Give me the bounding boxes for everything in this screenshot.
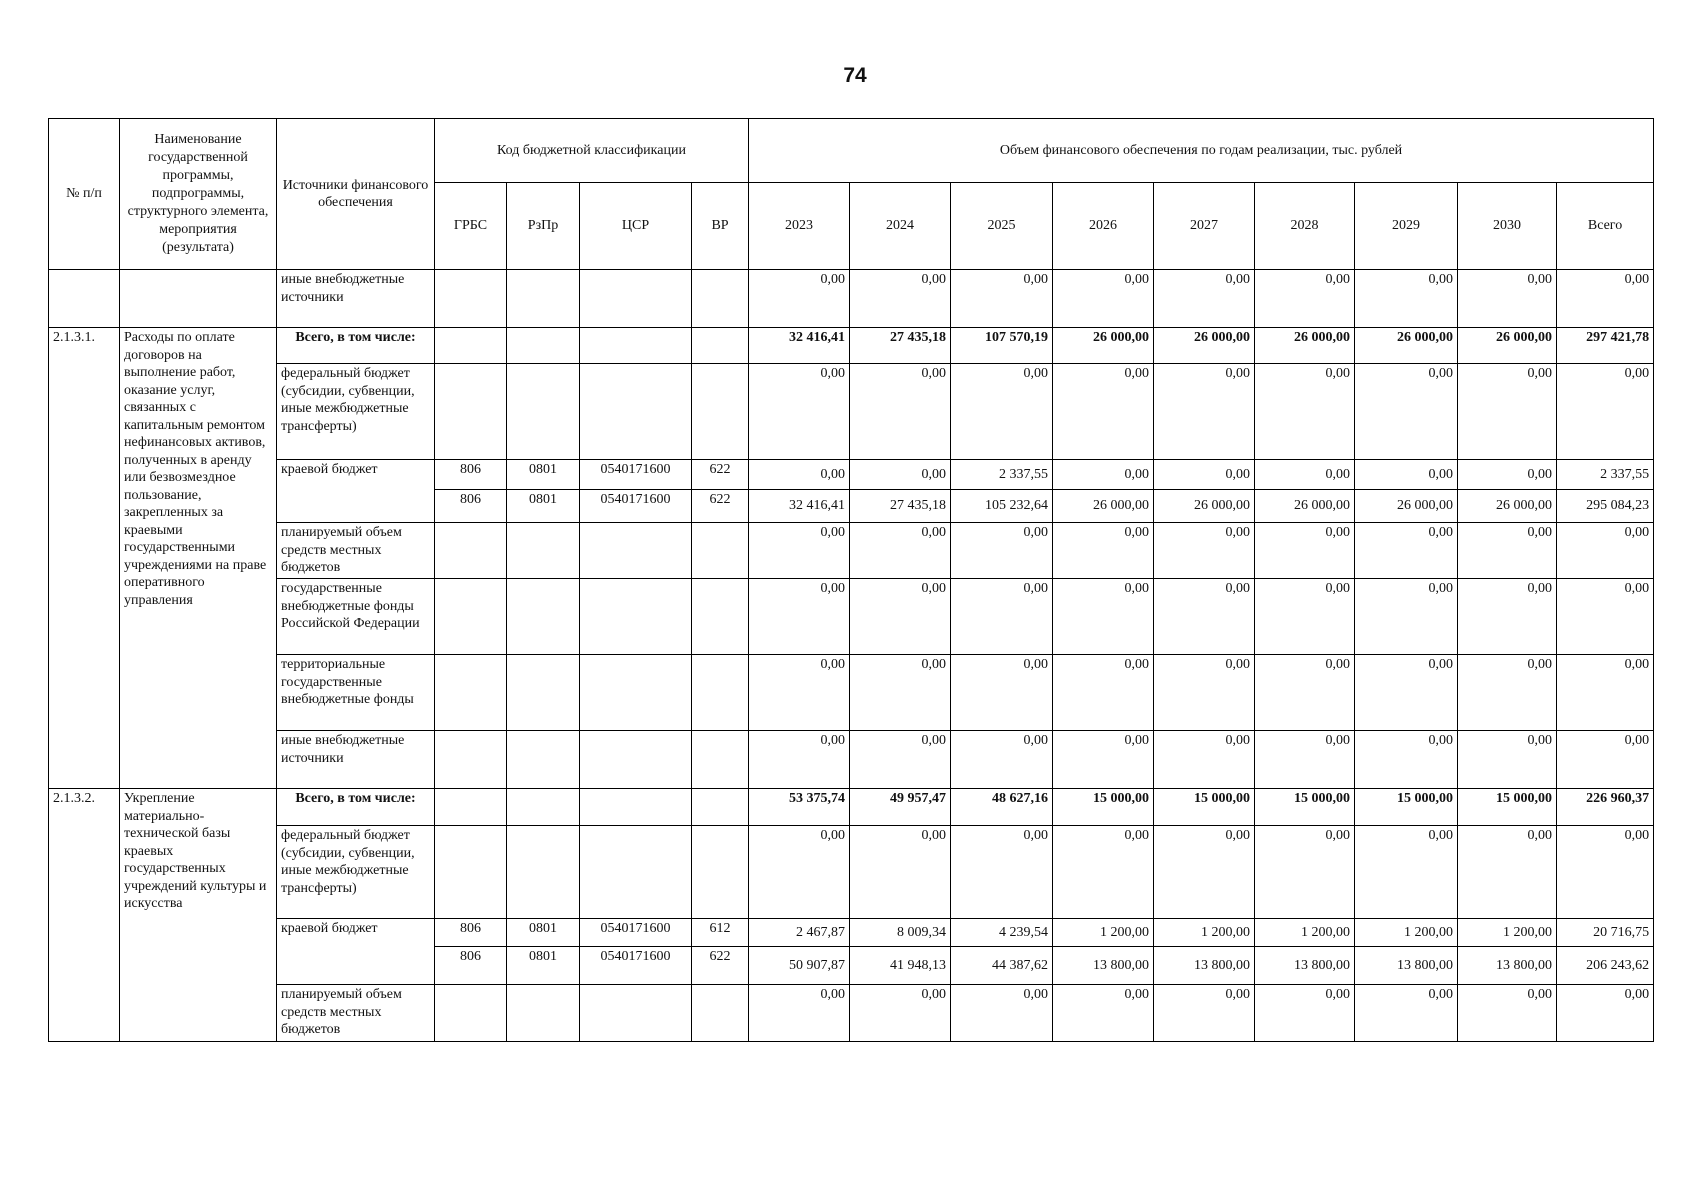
value-cell: 26 000,00: [1355, 490, 1458, 523]
value-cell: 107 570,19: [951, 328, 1053, 364]
code-cell: [580, 579, 692, 655]
value-cell: 26 000,00: [1154, 490, 1255, 523]
code-cell: [435, 579, 507, 655]
value-cell: 15 000,00: [1458, 789, 1557, 826]
value-cell: 0,00: [749, 731, 850, 789]
source-cell: планируемый объем средств местных бюджетов: [277, 523, 435, 579]
value-cell: 2 337,55: [1557, 460, 1654, 490]
value-cell: 0,00: [1355, 985, 1458, 1042]
value-cell: 49 957,47: [850, 789, 951, 826]
code-cell: [435, 731, 507, 789]
code-cell: [435, 985, 507, 1042]
code-cell: [507, 579, 580, 655]
value-cell: 206 243,62: [1557, 947, 1654, 985]
header-total: Всего: [1557, 183, 1654, 270]
value-cell: 0,00: [951, 985, 1053, 1042]
value-cell: 2 467,87: [749, 919, 850, 947]
source-cell: краевой бюджет: [277, 460, 435, 523]
value-cell: 0,00: [1053, 364, 1154, 460]
value-cell: 15 000,00: [1053, 789, 1154, 826]
value-cell: 0,00: [1154, 655, 1255, 731]
code-cell: [580, 655, 692, 731]
value-cell: 0,00: [1154, 523, 1255, 579]
code-cell: [435, 826, 507, 919]
code-cell: [692, 789, 749, 826]
value-cell: 44 387,62: [951, 947, 1053, 985]
value-cell: 0,00: [1355, 523, 1458, 579]
value-cell: 15 000,00: [1355, 789, 1458, 826]
row-name-cell: Расходы по оплате договоров на выполнение работ, оказание услуг, связанных с капитальным ремонтом нефинансовых активов, полученных в аренду или безвозмездное пользование, закрепленных за краевыми государственными учреждениями на праве оперативного управления: [120, 328, 277, 789]
value-cell: 53 375,74: [749, 789, 850, 826]
value-cell: 0,00: [749, 985, 850, 1042]
code-cell: [580, 826, 692, 919]
source-cell: иные внебюджетные источники: [277, 731, 435, 789]
value-cell: 0,00: [1255, 655, 1355, 731]
value-cell: 0,00: [1355, 270, 1458, 328]
header-csr: ЦСР: [580, 183, 692, 270]
value-cell: 0,00: [1355, 731, 1458, 789]
row-name-cell: Укрепление материально-технической базы краевых государственных учреждений культуры и искусства: [120, 789, 277, 1042]
value-cell: 13 800,00: [1154, 947, 1255, 985]
value-cell: 0,00: [1458, 460, 1557, 490]
value-cell: 15 000,00: [1154, 789, 1255, 826]
value-cell: 13 800,00: [1255, 947, 1355, 985]
value-cell: 26 000,00: [1355, 328, 1458, 364]
value-cell: 0,00: [1053, 270, 1154, 328]
value-cell: 0,00: [1458, 270, 1557, 328]
value-cell: 26 000,00: [1458, 490, 1557, 523]
table-body: [49, 270, 1654, 1042]
value-cell: 0,00: [749, 655, 850, 731]
value-cell: 0,00: [951, 270, 1053, 328]
code-cell: [692, 364, 749, 460]
row-index-cell: 2.1.3.2.: [49, 789, 120, 1042]
code-cell: [692, 523, 749, 579]
source-cell: Всего, в том числе:: [277, 789, 435, 826]
code-cell: 0540171600: [580, 460, 692, 490]
table-row: [49, 731, 1654, 789]
table-row: [49, 270, 1654, 328]
value-cell: 0,00: [850, 523, 951, 579]
code-cell: [692, 655, 749, 731]
value-cell: 226 960,37: [1557, 789, 1654, 826]
code-cell: [507, 655, 580, 731]
table-header: [49, 119, 1654, 270]
value-cell: 0,00: [1557, 826, 1654, 919]
value-cell: 0,00: [850, 460, 951, 490]
code-cell: [507, 270, 580, 328]
value-cell: 0,00: [1557, 985, 1654, 1042]
table-row: [49, 655, 1654, 731]
table-row: [49, 826, 1654, 919]
code-cell: [580, 523, 692, 579]
code-cell: [435, 655, 507, 731]
value-cell: 0,00: [1255, 826, 1355, 919]
code-cell: [507, 985, 580, 1042]
value-cell: 0,00: [1458, 731, 1557, 789]
value-cell: 1 200,00: [1458, 919, 1557, 947]
code-cell: [692, 731, 749, 789]
row-index-cell: [49, 270, 120, 328]
budget-table: [48, 118, 1654, 1042]
table-row: [49, 919, 1654, 947]
header-vr: ВР: [692, 183, 749, 270]
value-cell: 0,00: [1355, 655, 1458, 731]
code-cell: 806: [435, 460, 507, 490]
value-cell: 0,00: [1154, 985, 1255, 1042]
source-cell: краевой бюджет: [277, 919, 435, 985]
value-cell: 0,00: [850, 655, 951, 731]
value-cell: 0,00: [749, 826, 850, 919]
value-cell: 26 000,00: [1255, 490, 1355, 523]
header-year-2024: 2024: [850, 183, 951, 270]
table-row: [49, 579, 1654, 655]
code-cell: [435, 789, 507, 826]
value-cell: 32 416,41: [749, 490, 850, 523]
source-cell: планируемый объем средств местных бюджетов: [277, 985, 435, 1042]
code-cell: [580, 270, 692, 328]
value-cell: 0,00: [951, 364, 1053, 460]
header-year-2026: 2026: [1053, 183, 1154, 270]
value-cell: 0,00: [1053, 985, 1154, 1042]
header-year-2023: 2023: [749, 183, 850, 270]
header-source: Источники финансового обеспечения: [277, 119, 435, 270]
value-cell: 2 337,55: [951, 460, 1053, 490]
value-cell: 0,00: [1154, 460, 1255, 490]
value-cell: 1 200,00: [1053, 919, 1154, 947]
value-cell: 0,00: [1053, 579, 1154, 655]
value-cell: 26 000,00: [1255, 328, 1355, 364]
page-number: 74: [843, 64, 867, 87]
code-cell: [507, 826, 580, 919]
value-cell: 8 009,34: [850, 919, 951, 947]
value-cell: 0,00: [1557, 579, 1654, 655]
value-cell: 0,00: [951, 655, 1053, 731]
value-cell: 0,00: [850, 731, 951, 789]
code-cell: [580, 328, 692, 364]
code-cell: [435, 270, 507, 328]
code-cell: [507, 328, 580, 364]
code-cell: [580, 364, 692, 460]
value-cell: 1 200,00: [1255, 919, 1355, 947]
value-cell: 27 435,18: [850, 490, 951, 523]
value-cell: 0,00: [1458, 826, 1557, 919]
value-cell: 20 716,75: [1557, 919, 1654, 947]
table-row: [49, 364, 1654, 460]
value-cell: 0,00: [1255, 460, 1355, 490]
value-cell: 4 239,54: [951, 919, 1053, 947]
value-cell: 0,00: [1557, 270, 1654, 328]
source-cell: Всего, в том числе:: [277, 328, 435, 364]
header-year-2027: 2027: [1154, 183, 1255, 270]
code-cell: 612: [692, 919, 749, 947]
value-cell: 0,00: [749, 523, 850, 579]
header-year-2029: 2029: [1355, 183, 1458, 270]
value-cell: 0,00: [1458, 985, 1557, 1042]
value-cell: 41 948,13: [850, 947, 951, 985]
code-cell: 0540171600: [580, 947, 692, 985]
value-cell: 105 232,64: [951, 490, 1053, 523]
code-cell: 622: [692, 947, 749, 985]
value-cell: 0,00: [1154, 270, 1255, 328]
value-cell: 0,00: [850, 270, 951, 328]
value-cell: 15 000,00: [1255, 789, 1355, 826]
value-cell: 0,00: [1355, 826, 1458, 919]
code-cell: [507, 731, 580, 789]
header-year-2030: 2030: [1458, 183, 1557, 270]
code-cell: [435, 328, 507, 364]
value-cell: 0,00: [1458, 523, 1557, 579]
header-year-2025: 2025: [951, 183, 1053, 270]
value-cell: 26 000,00: [1458, 328, 1557, 364]
value-cell: 0,00: [951, 579, 1053, 655]
code-cell: 0801: [507, 947, 580, 985]
source-cell: федеральный бюджет (субсидии, субвенции, иные межбюджетные трансферты): [277, 826, 435, 919]
value-cell: 26 000,00: [1154, 328, 1255, 364]
table-row: [49, 523, 1654, 579]
value-cell: 0,00: [951, 826, 1053, 919]
value-cell: 0,00: [1053, 460, 1154, 490]
code-cell: [580, 789, 692, 826]
code-cell: [580, 731, 692, 789]
header-index: № п/п: [49, 119, 120, 270]
code-cell: 806: [435, 947, 507, 985]
value-cell: 0,00: [850, 985, 951, 1042]
source-cell: территориальные государственные внебюджетные фонды: [277, 655, 435, 731]
value-cell: 50 907,87: [749, 947, 850, 985]
value-cell: 0,00: [1458, 655, 1557, 731]
code-cell: [692, 270, 749, 328]
code-cell: [435, 523, 507, 579]
code-cell: 806: [435, 490, 507, 523]
code-cell: 0801: [507, 460, 580, 490]
code-cell: 0801: [507, 919, 580, 947]
value-cell: 0,00: [1154, 826, 1255, 919]
header-grbs: ГРБС: [435, 183, 507, 270]
value-cell: 0,00: [749, 579, 850, 655]
value-cell: 0,00: [1458, 364, 1557, 460]
value-cell: 32 416,41: [749, 328, 850, 364]
code-cell: [692, 579, 749, 655]
code-cell: [692, 328, 749, 364]
source-cell: иные внебюджетные источники: [277, 270, 435, 328]
value-cell: 0,00: [1255, 270, 1355, 328]
value-cell: 0,00: [1557, 731, 1654, 789]
header-rzpr: РзПр: [507, 183, 580, 270]
code-cell: [507, 364, 580, 460]
value-cell: 0,00: [1255, 523, 1355, 579]
table-row: [49, 985, 1654, 1042]
code-cell: 0801: [507, 490, 580, 523]
value-cell: 0,00: [1053, 731, 1154, 789]
value-cell: 0,00: [1255, 985, 1355, 1042]
value-cell: 0,00: [951, 523, 1053, 579]
value-cell: 0,00: [1557, 364, 1654, 460]
code-cell: 0540171600: [580, 919, 692, 947]
value-cell: 13 800,00: [1355, 947, 1458, 985]
value-cell: 0,00: [1557, 523, 1654, 579]
row-index-cell: 2.1.3.1.: [49, 328, 120, 789]
value-cell: 0,00: [1458, 579, 1557, 655]
header-name: Наименование государственной программы, подпрограммы, структурного элемента, мероприятия (результата): [120, 119, 277, 270]
value-cell: 1 200,00: [1355, 919, 1458, 947]
value-cell: 27 435,18: [850, 328, 951, 364]
source-cell: государственные внебюджетные фонды Российской Федерации: [277, 579, 435, 655]
code-cell: [692, 826, 749, 919]
code-cell: 622: [692, 490, 749, 523]
value-cell: 0,00: [1255, 731, 1355, 789]
value-cell: 13 800,00: [1458, 947, 1557, 985]
code-cell: [692, 985, 749, 1042]
value-cell: 0,00: [850, 579, 951, 655]
value-cell: 26 000,00: [1053, 490, 1154, 523]
value-cell: 48 627,16: [951, 789, 1053, 826]
value-cell: 0,00: [1053, 523, 1154, 579]
table-row: [49, 789, 1654, 826]
value-cell: 0,00: [1154, 579, 1255, 655]
value-cell: 0,00: [850, 826, 951, 919]
value-cell: 0,00: [1255, 579, 1355, 655]
row-name-cell: [120, 270, 277, 328]
value-cell: 0,00: [749, 270, 850, 328]
value-cell: 0,00: [1355, 579, 1458, 655]
header-volume-group: Объем финансового обеспечения по годам реализации, тыс. рублей: [749, 119, 1654, 183]
value-cell: 0,00: [749, 460, 850, 490]
code-cell: 0540171600: [580, 490, 692, 523]
code-cell: [580, 985, 692, 1042]
value-cell: 297 421,78: [1557, 328, 1654, 364]
header-year-2028: 2028: [1255, 183, 1355, 270]
value-cell: 0,00: [1053, 826, 1154, 919]
value-cell: 0,00: [1355, 364, 1458, 460]
code-cell: 622: [692, 460, 749, 490]
value-cell: 0,00: [749, 364, 850, 460]
value-cell: 13 800,00: [1053, 947, 1154, 985]
source-cell: федеральный бюджет (субсидии, субвенции, иные межбюджетные трансферты): [277, 364, 435, 460]
header-codes-group: Код бюджетной классификации: [435, 119, 749, 183]
value-cell: 0,00: [1255, 364, 1355, 460]
table-row: [49, 328, 1654, 364]
value-cell: 0,00: [1154, 364, 1255, 460]
value-cell: 0,00: [1053, 655, 1154, 731]
table-row: [49, 460, 1654, 490]
code-cell: [507, 789, 580, 826]
value-cell: 0,00: [850, 364, 951, 460]
value-cell: 0,00: [1154, 731, 1255, 789]
value-cell: 0,00: [1557, 655, 1654, 731]
value-cell: 1 200,00: [1154, 919, 1255, 947]
code-cell: [507, 523, 580, 579]
value-cell: 0,00: [1355, 460, 1458, 490]
value-cell: 295 084,23: [1557, 490, 1654, 523]
value-cell: 26 000,00: [1053, 328, 1154, 364]
code-cell: 806: [435, 919, 507, 947]
value-cell: 0,00: [951, 731, 1053, 789]
code-cell: [435, 364, 507, 460]
